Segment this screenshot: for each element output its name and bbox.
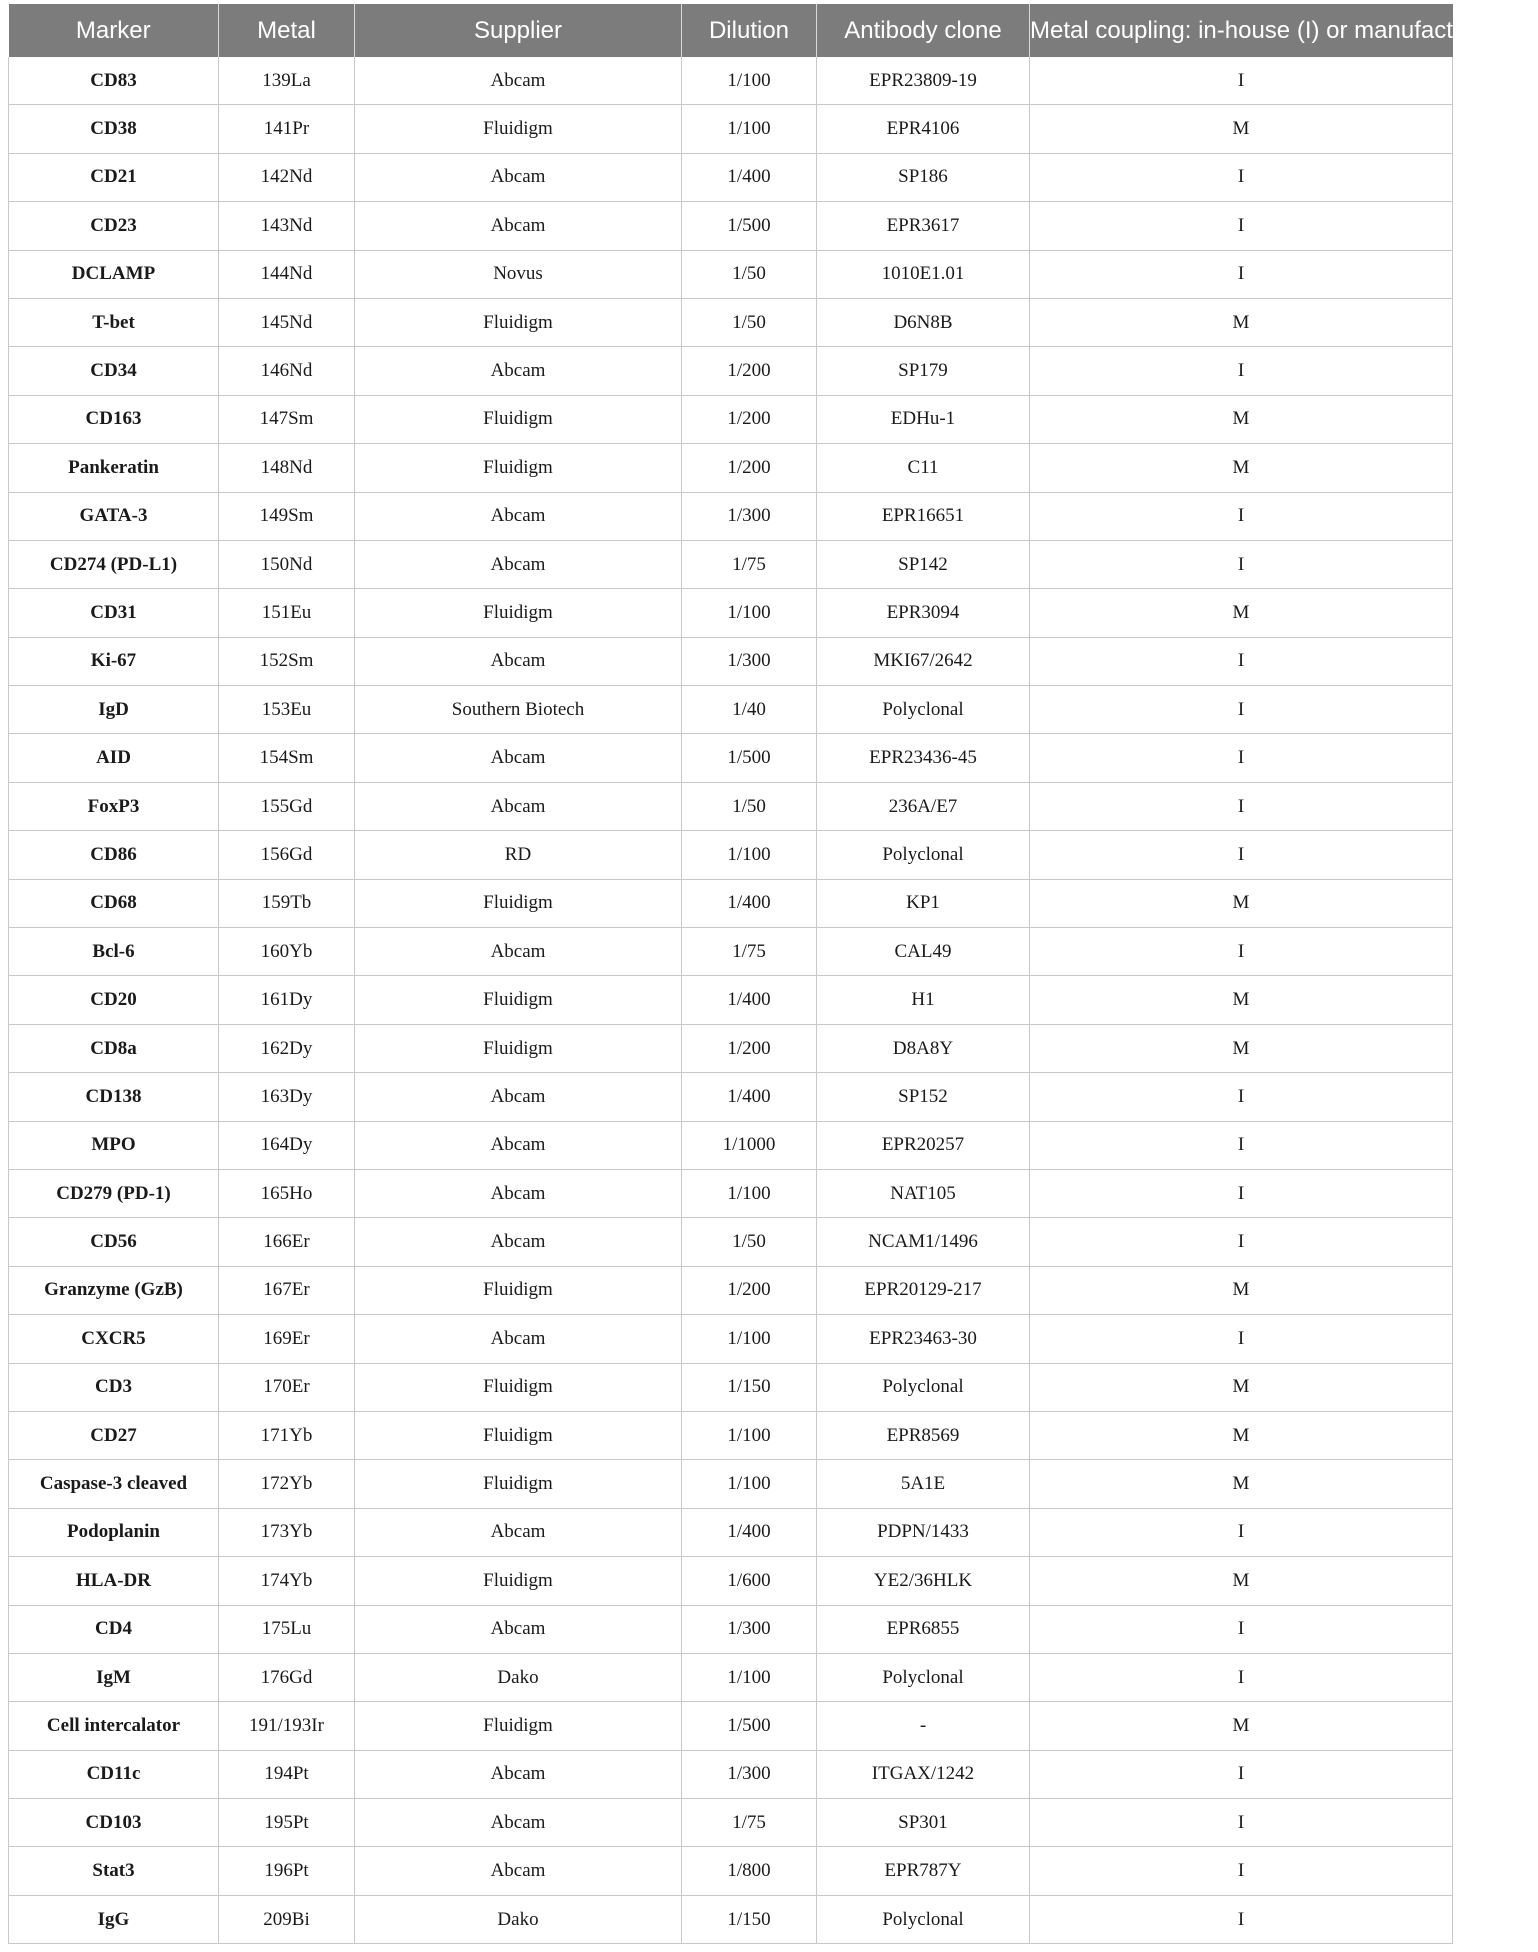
table-row: [9, 153, 1453, 201]
cell-antibody-clone: SP301: [817, 1799, 1030, 1847]
cell-marker: CD86: [9, 831, 219, 879]
table-row: [9, 1315, 1453, 1363]
table-row: [9, 976, 1453, 1024]
table-row: [9, 686, 1453, 734]
table-row: [9, 105, 1453, 153]
cell-metal-coupling: M: [1030, 105, 1453, 153]
table-row: [9, 782, 1453, 830]
cell-metal-coupling: I: [1030, 1121, 1453, 1169]
cell-dilution: 1/75: [682, 1799, 817, 1847]
cell-antibody-clone: D6N8B: [817, 298, 1030, 346]
cell-metal: 175Lu: [219, 1605, 355, 1653]
cell-metal: 194Pt: [219, 1750, 355, 1798]
cell-supplier: Fluidigm: [355, 1460, 682, 1508]
cell-metal: 162Dy: [219, 1024, 355, 1072]
cell-dilution: 1/500: [682, 202, 817, 250]
cell-metal-coupling: I: [1030, 347, 1453, 395]
cell-supplier: Fluidigm: [355, 105, 682, 153]
cell-dilution: 1/100: [682, 1315, 817, 1363]
cell-marker: CD56: [9, 1218, 219, 1266]
cell-antibody-clone: EPR20257: [817, 1121, 1030, 1169]
cell-antibody-clone: C11: [817, 444, 1030, 492]
cell-antibody-clone: Polyclonal: [817, 1895, 1030, 1943]
cell-antibody-clone: -: [817, 1702, 1030, 1750]
cell-metal-coupling: M: [1030, 879, 1453, 927]
cell-dilution: 1/500: [682, 734, 817, 782]
header-row: [9, 4, 1453, 57]
cell-antibody-clone: ITGAX/1242: [817, 1750, 1030, 1798]
table-row: [9, 1024, 1453, 1072]
cell-marker: Stat3: [9, 1847, 219, 1895]
table-row: [9, 57, 1453, 105]
cell-marker: CD23: [9, 202, 219, 250]
cell-marker: Bcl-6: [9, 928, 219, 976]
table-row: [9, 540, 1453, 588]
table-row: [9, 1169, 1453, 1217]
table-row: [9, 1847, 1453, 1895]
cell-dilution: 1/400: [682, 1073, 817, 1121]
cell-metal: 209Bi: [219, 1895, 355, 1943]
table-row: [9, 1653, 1453, 1701]
cell-marker: CD103: [9, 1799, 219, 1847]
cell-marker: CD279 (PD-1): [9, 1169, 219, 1217]
cell-antibody-clone: EPR3094: [817, 589, 1030, 637]
cell-metal-coupling: I: [1030, 202, 1453, 250]
cell-dilution: 1/300: [682, 492, 817, 540]
cell-metal-coupling: M: [1030, 1024, 1453, 1072]
cell-dilution: 1/100: [682, 831, 817, 879]
cell-metal: 165Ho: [219, 1169, 355, 1217]
cell-antibody-clone: EPR23463-30: [817, 1315, 1030, 1363]
cell-marker: Granzyme (GzB): [9, 1266, 219, 1314]
cell-metal: 173Yb: [219, 1508, 355, 1556]
cell-metal-coupling: I: [1030, 1847, 1453, 1895]
cell-supplier: Abcam: [355, 347, 682, 395]
cell-dilution: 1/100: [682, 1411, 817, 1459]
cell-dilution: 1/200: [682, 347, 817, 395]
cell-marker: CD20: [9, 976, 219, 1024]
cell-antibody-clone: 1010E1.01: [817, 250, 1030, 298]
table-row: [9, 879, 1453, 927]
cell-marker: GATA-3: [9, 492, 219, 540]
cell-metal: 195Pt: [219, 1799, 355, 1847]
cell-metal: 176Gd: [219, 1653, 355, 1701]
antibody-panel-table: [8, 4, 1538, 1944]
cell-dilution: 1/400: [682, 976, 817, 1024]
cell-antibody-clone: NAT105: [817, 1169, 1030, 1217]
cell-marker: CD21: [9, 153, 219, 201]
table-row: [9, 1508, 1453, 1556]
cell-antibody-clone: EPR787Y: [817, 1847, 1030, 1895]
header-antibody-clone: Antibody clone: [817, 4, 1030, 57]
cell-metal-coupling: M: [1030, 976, 1453, 1024]
header-metal: Metal: [219, 4, 355, 57]
cell-antibody-clone: EPR6855: [817, 1605, 1030, 1653]
cell-antibody-clone: EPR4106: [817, 105, 1030, 153]
cell-metal-coupling: M: [1030, 444, 1453, 492]
cell-supplier: Dako: [355, 1653, 682, 1701]
cell-metal-coupling: I: [1030, 637, 1453, 685]
table-row: [9, 202, 1453, 250]
cell-metal-coupling: I: [1030, 1508, 1453, 1556]
cell-supplier: Abcam: [355, 1605, 682, 1653]
table-body: [9, 57, 1453, 1944]
cell-antibody-clone: YE2/36HLK: [817, 1557, 1030, 1605]
cell-antibody-clone: EPR23809-19: [817, 57, 1030, 105]
cell-marker: CD274 (PD-L1): [9, 540, 219, 588]
header-dilution: Dilution: [682, 4, 817, 57]
cell-supplier: Abcam: [355, 782, 682, 830]
table-row: [9, 395, 1453, 443]
cell-metal-coupling: I: [1030, 782, 1453, 830]
cell-metal-coupling: M: [1030, 1411, 1453, 1459]
cell-supplier: Fluidigm: [355, 298, 682, 346]
cell-supplier: Abcam: [355, 1750, 682, 1798]
cell-dilution: 1/1000: [682, 1121, 817, 1169]
cell-metal-coupling: I: [1030, 1799, 1453, 1847]
cell-metal: 159Tb: [219, 879, 355, 927]
cell-metal-coupling: I: [1030, 1315, 1453, 1363]
cell-marker: CD11c: [9, 1750, 219, 1798]
cell-metal: 141Pr: [219, 105, 355, 153]
cell-supplier: Fluidigm: [355, 1411, 682, 1459]
cell-supplier: Southern Biotech: [355, 686, 682, 734]
cell-metal: 144Nd: [219, 250, 355, 298]
cell-antibody-clone: EPR3617: [817, 202, 1030, 250]
cell-marker: CD31: [9, 589, 219, 637]
table-row: [9, 1266, 1453, 1314]
cell-dilution: 1/150: [682, 1363, 817, 1411]
cell-marker: IgD: [9, 686, 219, 734]
cell-dilution: 1/600: [682, 1557, 817, 1605]
cell-metal: 142Nd: [219, 153, 355, 201]
cell-dilution: 1/200: [682, 1266, 817, 1314]
cell-antibody-clone: SP186: [817, 153, 1030, 201]
cell-metal: 161Dy: [219, 976, 355, 1024]
table-row: [9, 1363, 1453, 1411]
cell-antibody-clone: EPR20129-217: [817, 1266, 1030, 1314]
table-row: [9, 492, 1453, 540]
antibody-panel-table-container: [8, 4, 1538, 1944]
table-row: [9, 1895, 1453, 1943]
cell-marker: CD34: [9, 347, 219, 395]
cell-dilution: 1/100: [682, 105, 817, 153]
cell-dilution: 1/50: [682, 782, 817, 830]
cell-metal: 196Pt: [219, 1847, 355, 1895]
cell-antibody-clone: NCAM1/1496: [817, 1218, 1030, 1266]
cell-dilution: 1/500: [682, 1702, 817, 1750]
cell-supplier: Abcam: [355, 1508, 682, 1556]
cell-metal: 139La: [219, 57, 355, 105]
cell-metal-coupling: I: [1030, 492, 1453, 540]
cell-antibody-clone: EPR16651: [817, 492, 1030, 540]
cell-metal: 174Yb: [219, 1557, 355, 1605]
header-metal-coupling: Metal coupling: in-house (I) or manufacturer (M): [1030, 4, 1453, 57]
cell-metal-coupling: I: [1030, 1653, 1453, 1701]
table-row: [9, 1557, 1453, 1605]
cell-supplier: Fluidigm: [355, 1702, 682, 1750]
cell-supplier: Fluidigm: [355, 1024, 682, 1072]
cell-metal: 172Yb: [219, 1460, 355, 1508]
cell-dilution: 1/50: [682, 1218, 817, 1266]
cell-metal: 156Gd: [219, 831, 355, 879]
cell-metal-coupling: I: [1030, 1073, 1453, 1121]
cell-antibody-clone: PDPN/1433: [817, 1508, 1030, 1556]
cell-supplier: Fluidigm: [355, 1266, 682, 1314]
cell-supplier: Fluidigm: [355, 976, 682, 1024]
cell-dilution: 1/50: [682, 298, 817, 346]
cell-dilution: 1/300: [682, 1750, 817, 1798]
cell-metal-coupling: I: [1030, 57, 1453, 105]
cell-antibody-clone: H1: [817, 976, 1030, 1024]
cell-metal-coupling: M: [1030, 1266, 1453, 1314]
cell-metal-coupling: M: [1030, 1460, 1453, 1508]
cell-supplier: Fluidigm: [355, 444, 682, 492]
cell-marker: CD83: [9, 57, 219, 105]
cell-marker: CD8a: [9, 1024, 219, 1072]
table-header: [9, 4, 1538, 57]
cell-metal-coupling: M: [1030, 1557, 1453, 1605]
cell-metal: 148Nd: [219, 444, 355, 492]
table-row: [9, 1605, 1453, 1653]
cell-supplier: Abcam: [355, 1847, 682, 1895]
cell-supplier: Abcam: [355, 540, 682, 588]
cell-supplier: Fluidigm: [355, 879, 682, 927]
cell-antibody-clone: 236A/E7: [817, 782, 1030, 830]
cell-metal-coupling: M: [1030, 1702, 1453, 1750]
cell-dilution: 1/100: [682, 1653, 817, 1701]
cell-supplier: Abcam: [355, 1218, 682, 1266]
cell-antibody-clone: EPR8569: [817, 1411, 1030, 1459]
cell-metal-coupling: I: [1030, 540, 1453, 588]
header-supplier: Supplier: [355, 4, 682, 57]
cell-supplier: Abcam: [355, 57, 682, 105]
cell-metal-coupling: I: [1030, 1750, 1453, 1798]
table-row: [9, 298, 1453, 346]
cell-dilution: 1/300: [682, 637, 817, 685]
cell-marker: CD68: [9, 879, 219, 927]
cell-metal-coupling: I: [1030, 1218, 1453, 1266]
cell-supplier: Abcam: [355, 734, 682, 782]
cell-metal-coupling: I: [1030, 831, 1453, 879]
cell-dilution: 1/400: [682, 879, 817, 927]
cell-metal: 152Sm: [219, 637, 355, 685]
cell-dilution: 1/100: [682, 1460, 817, 1508]
cell-antibody-clone: SP179: [817, 347, 1030, 395]
cell-metal: 153Eu: [219, 686, 355, 734]
cell-metal-coupling: M: [1030, 589, 1453, 637]
cell-metal: 146Nd: [219, 347, 355, 395]
cell-supplier: Abcam: [355, 637, 682, 685]
cell-metal-coupling: I: [1030, 928, 1453, 976]
cell-metal: 150Nd: [219, 540, 355, 588]
cell-marker: MPO: [9, 1121, 219, 1169]
table-row: [9, 1799, 1453, 1847]
cell-metal: 143Nd: [219, 202, 355, 250]
cell-marker: Cell intercalator: [9, 1702, 219, 1750]
cell-antibody-clone: SP142: [817, 540, 1030, 588]
table-row: [9, 1411, 1453, 1459]
cell-supplier: Dako: [355, 1895, 682, 1943]
cell-marker: IgM: [9, 1653, 219, 1701]
cell-supplier: Abcam: [355, 1799, 682, 1847]
cell-supplier: Abcam: [355, 1121, 682, 1169]
cell-supplier: Abcam: [355, 1315, 682, 1363]
cell-metal: 166Er: [219, 1218, 355, 1266]
cell-dilution: 1/50: [682, 250, 817, 298]
cell-marker: CD38: [9, 105, 219, 153]
cell-metal: 170Er: [219, 1363, 355, 1411]
cell-antibody-clone: SP152: [817, 1073, 1030, 1121]
cell-metal-coupling: I: [1030, 734, 1453, 782]
cell-metal-coupling: M: [1030, 395, 1453, 443]
cell-metal: 149Sm: [219, 492, 355, 540]
table-row: [9, 1702, 1453, 1750]
cell-antibody-clone: EPR23436-45: [817, 734, 1030, 782]
cell-metal: 147Sm: [219, 395, 355, 443]
cell-antibody-clone: EDHu-1: [817, 395, 1030, 443]
cell-marker: CD27: [9, 1411, 219, 1459]
cell-antibody-clone: Polyclonal: [817, 686, 1030, 734]
cell-dilution: 1/150: [682, 1895, 817, 1943]
cell-supplier: Abcam: [355, 492, 682, 540]
cell-dilution: 1/100: [682, 57, 817, 105]
cell-supplier: Abcam: [355, 928, 682, 976]
cell-antibody-clone: 5A1E: [817, 1460, 1030, 1508]
cell-metal-coupling: M: [1030, 298, 1453, 346]
cell-marker: FoxP3: [9, 782, 219, 830]
cell-metal-coupling: M: [1030, 1363, 1453, 1411]
table-row: [9, 1218, 1453, 1266]
cell-dilution: 1/300: [682, 1605, 817, 1653]
cell-marker: HLA-DR: [9, 1557, 219, 1605]
table-row: [9, 831, 1453, 879]
cell-metal-coupling: I: [1030, 153, 1453, 201]
cell-marker: DCLAMP: [9, 250, 219, 298]
cell-marker: T-bet: [9, 298, 219, 346]
cell-antibody-clone: MKI67/2642: [817, 637, 1030, 685]
table-row: [9, 1460, 1453, 1508]
table-row: [9, 250, 1453, 298]
table-row: [9, 347, 1453, 395]
cell-metal: 145Nd: [219, 298, 355, 346]
cell-dilution: 1/100: [682, 1169, 817, 1217]
cell-marker: CD3: [9, 1363, 219, 1411]
cell-marker: AID: [9, 734, 219, 782]
cell-antibody-clone: D8A8Y: [817, 1024, 1030, 1072]
cell-metal: 151Eu: [219, 589, 355, 637]
cell-supplier: Fluidigm: [355, 589, 682, 637]
cell-antibody-clone: CAL49: [817, 928, 1030, 976]
cell-metal: 160Yb: [219, 928, 355, 976]
cell-metal-coupling: I: [1030, 1895, 1453, 1943]
cell-supplier: Abcam: [355, 153, 682, 201]
cell-marker: CD4: [9, 1605, 219, 1653]
table-row: [9, 1121, 1453, 1169]
cell-metal: 155Gd: [219, 782, 355, 830]
cell-marker: Ki-67: [9, 637, 219, 685]
cell-marker: CXCR5: [9, 1315, 219, 1363]
table-row: [9, 444, 1453, 492]
cell-metal: 167Er: [219, 1266, 355, 1314]
cell-dilution: 1/800: [682, 1847, 817, 1895]
cell-dilution: 1/40: [682, 686, 817, 734]
cell-metal-coupling: I: [1030, 1605, 1453, 1653]
cell-dilution: 1/75: [682, 540, 817, 588]
cell-metal: 154Sm: [219, 734, 355, 782]
cell-marker: IgG: [9, 1895, 219, 1943]
cell-antibody-clone: KP1: [817, 879, 1030, 927]
cell-metal: 163Dy: [219, 1073, 355, 1121]
cell-supplier: RD: [355, 831, 682, 879]
cell-supplier: Fluidigm: [355, 395, 682, 443]
cell-metal: 191/193Ir: [219, 1702, 355, 1750]
cell-marker: Podoplanin: [9, 1508, 219, 1556]
cell-metal-coupling: I: [1030, 686, 1453, 734]
cell-supplier: Abcam: [355, 202, 682, 250]
cell-dilution: 1/75: [682, 928, 817, 976]
cell-metal: 169Er: [219, 1315, 355, 1363]
cell-dilution: 1/200: [682, 444, 817, 492]
cell-metal-coupling: I: [1030, 250, 1453, 298]
cell-supplier: Abcam: [355, 1073, 682, 1121]
cell-dilution: 1/400: [682, 153, 817, 201]
cell-dilution: 1/400: [682, 1508, 817, 1556]
cell-metal-coupling: I: [1030, 1169, 1453, 1217]
cell-supplier: Fluidigm: [355, 1557, 682, 1605]
table-row: [9, 1750, 1453, 1798]
cell-dilution: 1/200: [682, 1024, 817, 1072]
cell-dilution: 1/200: [682, 395, 817, 443]
table-row: [9, 1073, 1453, 1121]
cell-marker: Caspase-3 cleaved: [9, 1460, 219, 1508]
cell-metal: 171Yb: [219, 1411, 355, 1459]
header-marker: Marker: [9, 4, 219, 57]
cell-marker: Pankeratin: [9, 444, 219, 492]
cell-supplier: Novus: [355, 250, 682, 298]
cell-antibody-clone: Polyclonal: [817, 831, 1030, 879]
cell-antibody-clone: Polyclonal: [817, 1653, 1030, 1701]
cell-metal: 164Dy: [219, 1121, 355, 1169]
table-row: [9, 734, 1453, 782]
cell-supplier: Fluidigm: [355, 1363, 682, 1411]
cell-marker: CD163: [9, 395, 219, 443]
cell-supplier: Abcam: [355, 1169, 682, 1217]
cell-dilution: 1/100: [682, 589, 817, 637]
cell-antibody-clone: Polyclonal: [817, 1363, 1030, 1411]
cell-marker: CD138: [9, 1073, 219, 1121]
table-row: [9, 928, 1453, 976]
table-row: [9, 637, 1453, 685]
table-row: [9, 589, 1453, 637]
